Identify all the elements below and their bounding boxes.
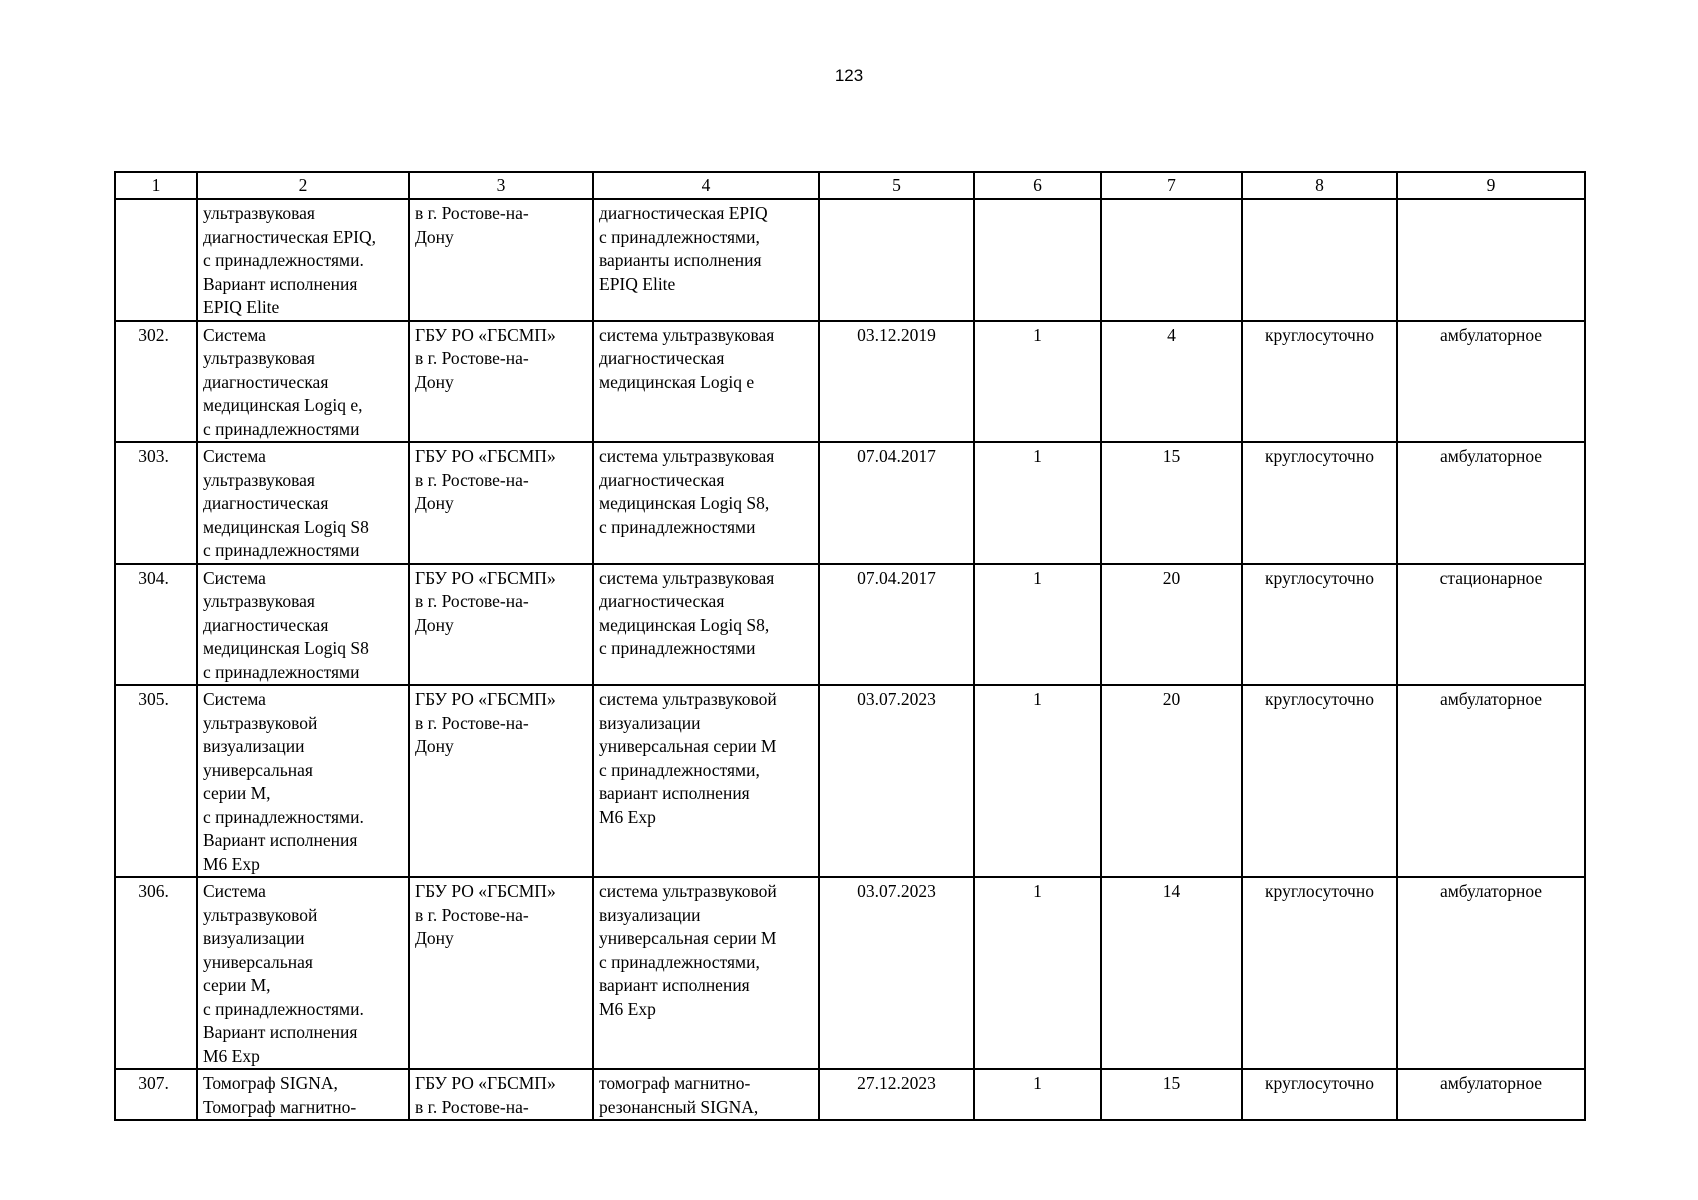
cell-mode: круглосуточно [1242,321,1397,443]
cell-line: серии М, [203,975,271,995]
cell-line: Вариант исполнения [203,1022,358,1042]
cell-mode: круглосуточно [1242,442,1397,564]
cell-line: вариант исполнения [599,783,750,803]
cell-organization [409,321,593,443]
cell-type: амбулаторное [1397,877,1585,1069]
cell-line: с принадлежностями. [203,806,364,827]
cell-line: диагностическая [599,469,725,490]
cell-quantity: 1 [974,321,1101,443]
cell-organization [409,199,593,321]
cell-quantity: 1 [974,877,1101,1069]
cell-line: с принадлежностями [203,418,360,439]
cell-quantity [974,199,1101,321]
cell-type: амбулаторное [1397,685,1585,877]
table-body [115,172,1585,1120]
table-row [115,1069,1585,1120]
page-number: 123 [834,66,864,85]
continuation-row [115,199,1585,321]
cell-quantity: 1 [974,685,1101,877]
cell-mode: круглосуточно [1242,564,1397,686]
cell-line: Дону [415,736,454,756]
cell-line: Система [203,689,266,709]
cell-line: диагностическая [599,591,725,611]
cell-type: амбулаторное [1397,442,1585,564]
header-cell: 7 [1101,172,1242,199]
cell-date: 03.07.2023 [819,877,974,1069]
cell-line: Вариант исполнения [203,273,358,294]
cell-line: ГБУ РО «ГБСМП» [415,567,556,588]
cell-line: Система [203,446,266,466]
cell-line: в г. Ростове-на- [415,904,529,925]
cell-mode [1242,199,1397,321]
header-cell: 1 [115,172,197,199]
table-row [115,321,1585,443]
cell-number: 305. [115,685,197,877]
cell-line: М6 Exp [599,998,656,1019]
table-row [115,877,1585,1069]
cell-date [819,199,974,321]
cell-line: в г. Ростове-на- [415,712,529,733]
cell-line: универсальная [203,951,313,972]
cell-line: диагностическая EPIQ, [203,226,377,247]
cell-line: диагностическая EPIQ [599,203,768,223]
cell-number: 304. [115,564,197,686]
cell-line: медицинская Logiq S8, [599,493,770,513]
cell-type: стационарное [1397,564,1585,686]
cell-line: визуализации [599,712,701,733]
cell-mode: круглосуточно [1242,685,1397,877]
cell-line: с принадлежностями, [599,226,760,247]
cell-line: Система [203,881,266,901]
cell-line: Дону [415,493,454,513]
cell-line: в г. Ростове-на- [415,591,529,611]
cell-line: Система [203,324,266,345]
cell-line: универсальная серии М [599,736,777,756]
cell-device [593,685,819,877]
cell-line: с принадлежностями, [599,759,760,780]
cell-number: 303. [115,442,197,564]
cell-line: ультразвуковая [203,469,315,490]
cell-line: диагностическая [203,614,329,635]
cell-name [197,1069,409,1120]
cell-col7: 14 [1101,877,1242,1069]
cell-device [593,877,819,1069]
cell-line: с принадлежностями [203,661,360,682]
cell-col7: 15 [1101,1069,1242,1120]
cell-line: Вариант исполнения [203,830,358,850]
cell-col7: 4 [1101,321,1242,443]
cell-line: универсальная [203,759,313,780]
table-row [115,442,1585,564]
cell-line: варианты исполнения [599,250,762,270]
cell-line: ультразвуковой [203,712,318,733]
cell-line: Дону [415,371,454,392]
cell-line: вариант исполнения [599,975,750,995]
cell-line: томограф магнитно- [599,1073,751,1093]
cell-number: 306. [115,877,197,1069]
cell-number: 302. [115,321,197,443]
cell-line: универсальная серии М [599,928,777,948]
cell-line: ГБУ РО «ГБСМП» [415,446,556,466]
cell-line: М6 Exp [599,806,656,827]
cell-quantity: 1 [974,564,1101,686]
cell-quantity: 1 [974,442,1101,564]
cell-line: резонансный SIGNA, [599,1096,759,1117]
cell-line: Система [203,567,266,588]
header-cell: 6 [974,172,1101,199]
cell-line: диагностическая [203,371,329,392]
cell-device [593,442,819,564]
cell-device [593,564,819,686]
cell-line: медицинская Logiq e, [203,395,363,415]
cell-organization [409,564,593,686]
cell-line: в г. Ростове-на- [415,203,529,223]
cell-line: Томограф SIGNA, [203,1073,338,1093]
cell-line: с принадлежностями [203,540,360,560]
header-cell: 8 [1242,172,1397,199]
cell-line: ГБУ РО «ГБСМП» [415,881,556,901]
cell-line: ультразвуковая [203,591,315,611]
cell-line: ГБУ РО «ГБСМП» [415,689,556,709]
cell-mode: круглосуточно [1242,877,1397,1069]
cell-organization [409,1069,593,1120]
header-cell: 5 [819,172,974,199]
cell-line: с принадлежностями [599,516,756,537]
cell-line: визуализации [203,928,305,948]
cell-organization [409,442,593,564]
cell-line: М6 Exp [203,1045,260,1066]
table-row [115,685,1585,877]
cell-line: система ультразвуковой [599,881,777,901]
cell-line: система ультразвуковая [599,567,775,588]
cell-type [1397,199,1585,321]
cell-line: Дону [415,928,454,948]
cell-line: медицинская Logiq S8 [203,516,369,537]
cell-name [197,685,409,877]
header-cell: 3 [409,172,593,199]
cell-line: в г. Ростове-на- [415,469,529,490]
cell-name [197,321,409,443]
cell-line: ультразвуковой [203,904,318,925]
cell-number: 307. [115,1069,197,1120]
cell-name [197,564,409,686]
cell-name [197,442,409,564]
cell-line: в г. Ростове-на- [415,348,529,368]
cell-line: Томограф магнитно- [203,1096,357,1117]
cell-line: ультразвуковая [203,203,315,223]
cell-line: с принадлежностями. [203,998,364,1019]
cell-line: в г. Ростове-на- [415,1096,529,1117]
cell-line: с принадлежностями [599,638,756,658]
equipment-table [114,171,1586,1121]
cell-line: серии М, [203,783,271,803]
cell-line: система ультразвуковая [599,446,775,466]
cell-line: М6 Exp [203,853,260,874]
cell-organization [409,685,593,877]
cell-line: медицинская Logiq e [599,371,755,392]
cell-line: с принадлежностями, [599,951,760,972]
cell-date: 03.12.2019 [819,321,974,443]
cell-date: 03.07.2023 [819,685,974,877]
cell-line: ультразвуковая [203,348,315,368]
cell-line: визуализации [599,904,701,925]
cell-col7 [1101,199,1242,321]
cell-line: Дону [415,226,454,247]
cell-device [593,321,819,443]
cell-line: диагностическая [203,493,329,513]
cell-line: EPIQ Elite [599,273,676,294]
cell-line: EPIQ Elite [203,297,280,317]
cell-col7: 20 [1101,685,1242,877]
cell-col7: 20 [1101,564,1242,686]
cell-line: визуализации [203,736,305,756]
cell-quantity: 1 [974,1069,1101,1120]
header-cell: 9 [1397,172,1585,199]
cell-line: Дону [415,614,454,635]
cell-date: 07.04.2017 [819,564,974,686]
cell-line: система ультразвуковой [599,689,777,709]
cell-device [593,1069,819,1120]
cell-mode: круглосуточно [1242,1069,1397,1120]
cell-line: медицинская Logiq S8 [203,638,369,658]
table-row [115,564,1585,686]
cell-line: ГБУ РО «ГБСМП» [415,1073,556,1093]
header-cell: 4 [593,172,819,199]
cell-device [593,199,819,321]
cell-date: 27.12.2023 [819,1069,974,1120]
cell-type: амбулаторное [1397,321,1585,443]
cell-date: 07.04.2017 [819,442,974,564]
cell-number [115,199,197,321]
cell-name [197,199,409,321]
cell-line: ГБУ РО «ГБСМП» [415,324,556,345]
cell-col7: 15 [1101,442,1242,564]
cell-line: медицинская Logiq S8, [599,614,770,635]
cell-organization [409,877,593,1069]
cell-line: система ультразвуковая [599,324,775,345]
cell-line: с принадлежностями. [203,250,364,270]
cell-type: амбулаторное [1397,1069,1585,1120]
cell-line: диагностическая [599,348,725,368]
header-row [115,172,1585,199]
header-cell: 2 [197,172,409,199]
cell-name [197,877,409,1069]
